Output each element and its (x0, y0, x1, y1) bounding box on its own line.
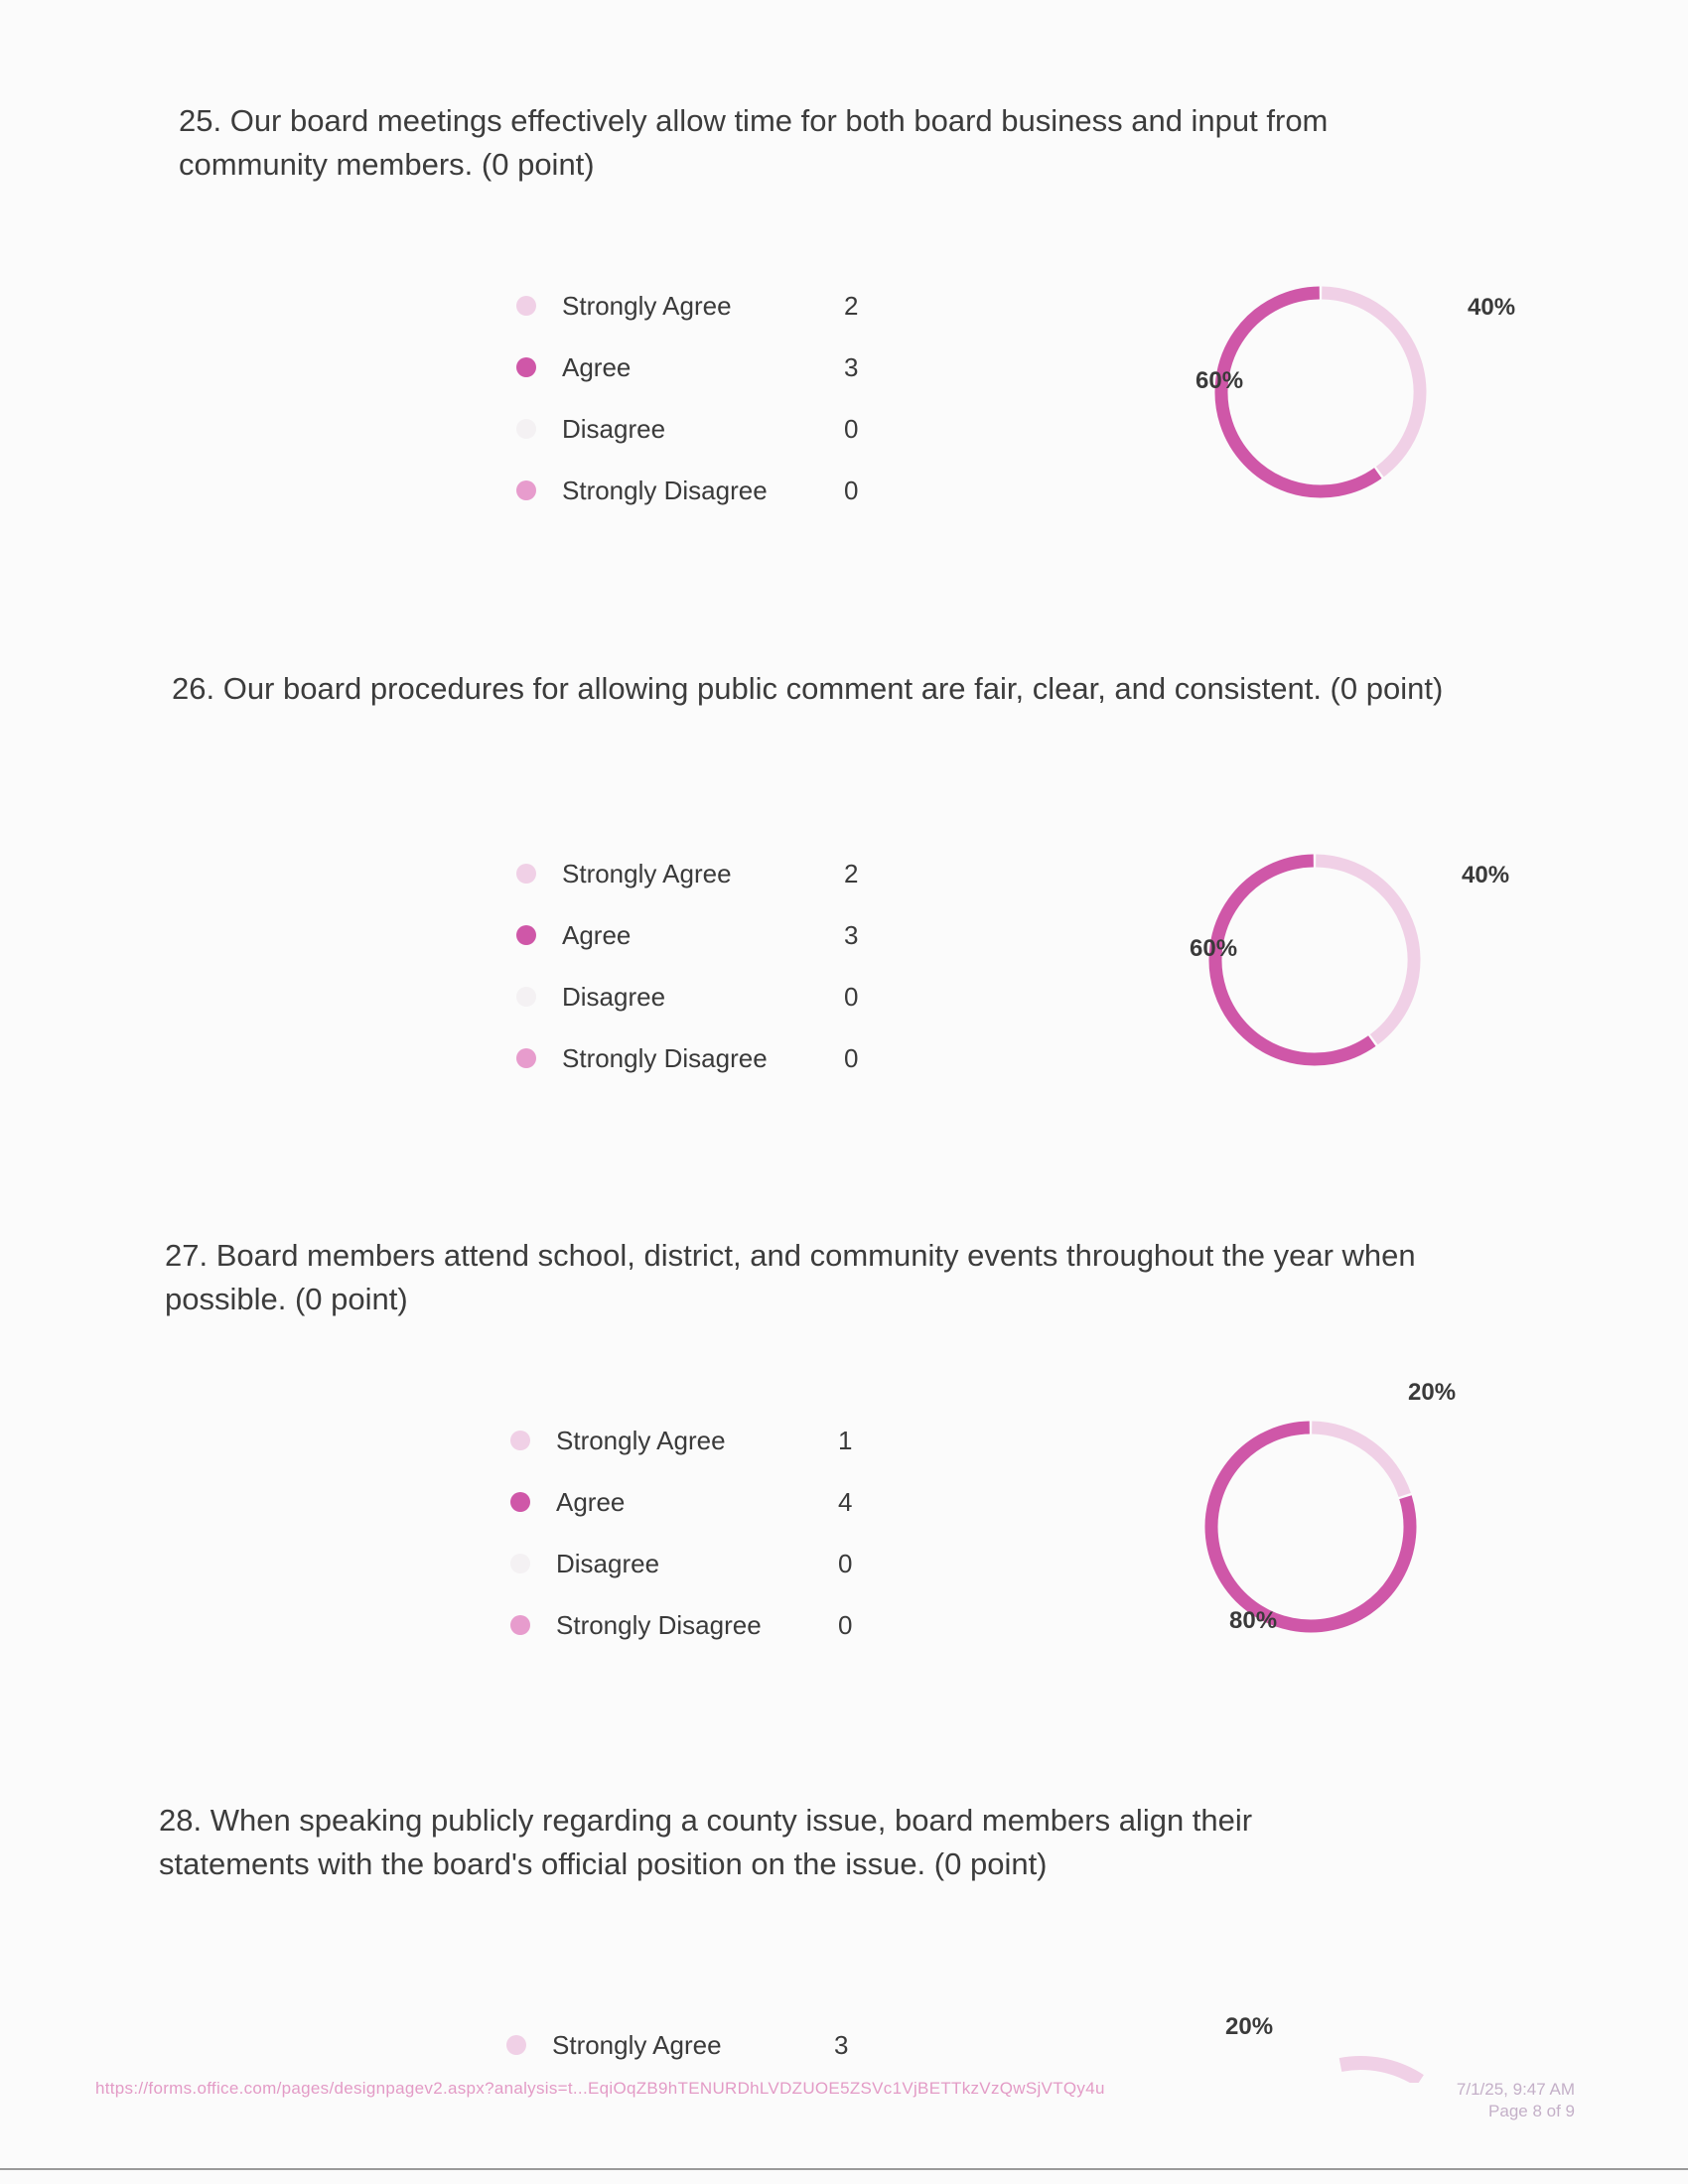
legend-label: Strongly Agree (562, 859, 732, 888)
percent-label-strongly-agree: 20% (1408, 1379, 1457, 1406)
donut-segment-strongly-agree (1322, 293, 1420, 472)
question-title: 27. Board members attend school, district, and community events throughout the year when possible. (0 point) (165, 1238, 1416, 1316)
legend-count: 0 (844, 414, 859, 444)
strongly-agree-dot-icon (506, 2035, 526, 2055)
legend-label: Disagree (562, 982, 666, 1012)
percent-label-strongly-agree: 40% (1462, 862, 1510, 888)
footer-page-number: Page 8 of 9 (1488, 2102, 1575, 2120)
question-28 (0, 1799, 1688, 2077)
legend-label: Agree (562, 920, 632, 950)
donut-chart (1166, 816, 1510, 1104)
legend-item-strongly-disagree (510, 1607, 908, 1669)
footer-meta (1457, 2079, 1575, 2122)
agree-dot-icon (516, 925, 536, 945)
legend-item-disagree (516, 979, 914, 1040)
strongly-disagree-dot-icon (516, 1048, 536, 1068)
strongly-agree-dot-icon (516, 864, 536, 884)
legend-count: 0 (844, 982, 859, 1012)
legend-label: Agree (562, 352, 632, 382)
agree-dot-icon (510, 1492, 530, 1512)
question-27 (0, 1234, 1688, 1800)
legend-count: 3 (844, 920, 859, 950)
donut-svg (1162, 1383, 1460, 1671)
footer-url[interactable]: https://forms.office.com/pages/designpagev2.aspx?analysis=t...EqiOqZB9hTENURDhLVDZUOE5ZSVc1VjBETTkzVzQwSjVTQy4u (95, 2079, 1105, 2098)
legend-item-strongly-agree (510, 1423, 908, 1484)
legend-label: Strongly Agree (552, 2030, 722, 2060)
disagree-dot-icon (510, 1554, 530, 1573)
legend-count: 1 (838, 1426, 853, 1455)
legend-count: 0 (844, 476, 859, 505)
partial-donut-svg (1251, 2023, 1450, 2083)
legend-count: 0 (838, 1549, 853, 1578)
legend-count: 4 (838, 1487, 853, 1517)
legend-count: 2 (844, 859, 859, 888)
percent-label-agree: 60% (1190, 935, 1238, 962)
legend-label: Strongly Agree (556, 1426, 726, 1455)
legend-label: Disagree (556, 1549, 660, 1578)
strongly-disagree-dot-icon (510, 1615, 530, 1635)
percent-label-strongly-agree: 20% (1225, 2013, 1274, 2040)
legend-item-disagree (510, 1546, 908, 1607)
legend-label: Strongly Agree (562, 291, 732, 321)
legend-item-agree (516, 349, 914, 411)
footer-datetime: 7/1/25, 9:47 AM (1456, 2080, 1575, 2099)
percent-label-agree: 60% (1196, 367, 1244, 394)
question-25 (0, 99, 1688, 665)
legend-item-disagree (516, 411, 914, 473)
question-title: 25. Our board meetings effectively allow time for both board business and input from community members. (0 point) (179, 103, 1329, 182)
legend-item-strongly-disagree (516, 1040, 914, 1102)
donut-segment-agree (1221, 293, 1378, 491)
percent-label-strongly-agree: 40% (1468, 294, 1516, 321)
donut-segment-strongly-agree (1316, 861, 1414, 1039)
percent-label-agree: 80% (1229, 1607, 1278, 1634)
legend-item-agree (510, 1484, 908, 1546)
legend-item-agree (516, 917, 914, 979)
agree-dot-icon (516, 357, 536, 377)
legend-item-strongly-agree (516, 288, 914, 349)
strongly-agree-dot-icon (510, 1431, 530, 1450)
legend-count: 0 (838, 1610, 853, 1640)
question-title: 28. When speaking publicly regarding a county issue, board members align their statements with the board's official position on the issue. (0 point) (159, 1803, 1253, 1881)
legend (510, 1423, 908, 1669)
donut-chart (1172, 248, 1516, 536)
disagree-dot-icon (516, 419, 536, 439)
legend-label: Strongly Disagree (556, 1610, 762, 1640)
legend-count: 3 (834, 2030, 849, 2060)
donut-segment-strongly-agree (1312, 1428, 1405, 1495)
legend (516, 288, 914, 534)
legend-label: Strongly Disagree (562, 1043, 768, 1073)
question-26 (0, 667, 1688, 1233)
legend-item-strongly-agree (516, 856, 914, 917)
donut-segment-agree (1215, 861, 1372, 1059)
legend-count: 3 (844, 352, 859, 382)
legend-item-strongly-disagree (516, 473, 914, 534)
strongly-disagree-dot-icon (516, 480, 536, 500)
disagree-dot-icon (516, 987, 536, 1007)
question-title: 26. Our board procedures for allowing public comment are fair, clear, and consistent. (0 point) (172, 671, 1444, 706)
strongly-agree-dot-icon (516, 296, 536, 316)
legend-label: Disagree (562, 414, 666, 444)
legend-count: 0 (844, 1043, 859, 1073)
legend-count: 2 (844, 291, 859, 321)
donut-chart (1162, 1379, 1460, 1671)
partial-donut-arc (1340, 2063, 1420, 2081)
page-bottom-edge (0, 2168, 1688, 2170)
legend (516, 856, 914, 1102)
legend-label: Agree (556, 1487, 626, 1517)
legend-label: Strongly Disagree (562, 476, 768, 505)
